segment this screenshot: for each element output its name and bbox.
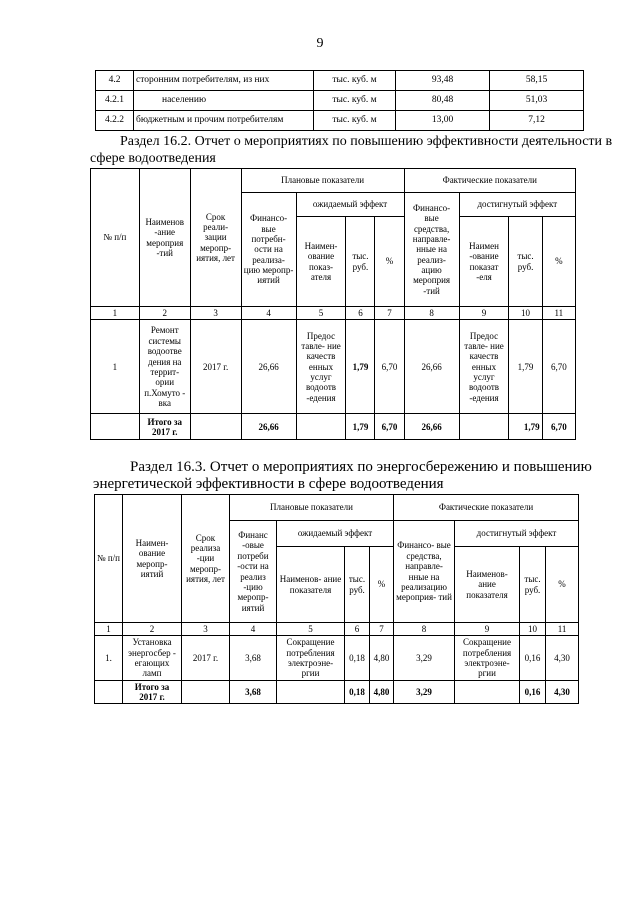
total-act-pct: 6,70 <box>542 414 575 440</box>
row-num: 1. <box>95 636 123 680</box>
row-plan-pct: 6,70 <box>375 320 404 414</box>
section-16-2-table <box>90 168 576 440</box>
table-row <box>96 91 584 111</box>
table-row <box>96 111 584 131</box>
header-thous: тыс. руб. <box>520 547 546 623</box>
total-plan-pct: 4,80 <box>370 680 394 704</box>
header-pct: % <box>375 217 404 307</box>
row-act-pct: 4,30 <box>546 636 579 680</box>
row-act-fin: 3,29 <box>394 636 455 680</box>
row-plan-fin: 26,66 <box>241 320 296 414</box>
header-num: № п/п <box>91 169 140 307</box>
col-number: 8 <box>404 307 459 320</box>
header-planned: Плановые показатели <box>230 495 394 521</box>
row-name: Установка энергосбер - егающих ламп <box>123 636 182 680</box>
row-name: бюджетным и прочим потребителям <box>134 111 314 131</box>
header-ind-name: Наименов- ание показателя <box>455 547 520 623</box>
row-value-1: 80,48 <box>396 91 490 111</box>
header-achieved: достигнутый эффект <box>459 193 575 217</box>
row-unit: тыс. куб. м <box>314 71 396 91</box>
header-plan-fin: Финансо- вые потребн- ости на реализа- цию меропр- иятий <box>241 193 296 307</box>
col-number: 1 <box>95 623 123 636</box>
header-expected: ожидаемый эффект <box>277 521 394 547</box>
section-16-3-table <box>94 494 579 704</box>
header-actual: Фактические показатели <box>404 169 575 193</box>
row-name: населению <box>134 91 314 111</box>
header-term: Срок реали- зации меропр- иятия, лет <box>190 169 241 307</box>
header-ind-name: Наимен- ование показ- ателя <box>296 217 346 307</box>
col-number: 10 <box>509 307 542 320</box>
col-number: 8 <box>394 623 455 636</box>
column-numbers-row <box>91 307 576 320</box>
header-pct: % <box>546 547 579 623</box>
total-act-thous: 1,79 <box>509 414 542 440</box>
header-pct: % <box>542 217 575 307</box>
total-act-fin: 26,66 <box>404 414 459 440</box>
table-row <box>95 636 579 680</box>
section-16-2-title <box>120 134 613 150</box>
header-thous: тыс. руб. <box>346 217 375 307</box>
row-term: 2017 г. <box>190 320 241 414</box>
col-number: 5 <box>277 623 345 636</box>
header-ind-name: Наимен -ование показат -еля <box>459 217 509 307</box>
row-value-2: 58,15 <box>490 71 584 91</box>
row-term: 2017 г. <box>182 636 230 680</box>
table-row <box>96 71 584 91</box>
column-numbers-row <box>95 623 579 636</box>
total-row <box>95 680 579 704</box>
col-number: 5 <box>296 307 346 320</box>
header-expected: ожидаемый эффект <box>296 193 404 217</box>
page-number: 9 <box>316 36 324 51</box>
row-unit: тыс. куб. м <box>314 91 396 111</box>
total-label: Итого за 2017 г. <box>123 680 182 704</box>
row-act-thous: 1,79 <box>509 320 542 414</box>
header-num: № п/п <box>95 495 123 623</box>
col-number: 2 <box>139 307 190 320</box>
row-name: Ремонт системы водоотве дения на террит- ории п.Хомуто - вка <box>139 320 190 414</box>
col-number: 9 <box>455 623 520 636</box>
row-value-1: 13,00 <box>396 111 490 131</box>
row-act-pct: 6,70 <box>542 320 575 414</box>
header-ind-name: Наименов- ание показателя <box>277 547 345 623</box>
col-number: 6 <box>346 307 375 320</box>
header-plan-fin: Финанс -овые потреби -ости на реализ -цию меропр- иятий <box>230 521 277 623</box>
row-name: сторонним потребителям, из них <box>134 71 314 91</box>
header-thous: тыс. руб. <box>345 547 370 623</box>
row-act-ind-name: Предос тавле- ние качеств енных услуг водоотв -едения <box>459 320 509 414</box>
col-number: 9 <box>459 307 509 320</box>
section-title-line: Раздел 16.2. Отчет о мероприятиях по повышению эффективности деятельности в <box>120 134 613 149</box>
row-plan-thous: 1,79 <box>346 320 375 414</box>
total-label: Итого за 2017 г. <box>139 414 190 440</box>
row-number: 4.2 <box>96 71 134 91</box>
header-act-fin: Финансо- вые средства, направле- нные на реализ- ацию мероприя -тий <box>404 193 459 307</box>
col-number: 1 <box>91 307 140 320</box>
row-number: 4.2.2 <box>96 111 134 131</box>
total-plan-pct: 6,70 <box>375 414 404 440</box>
total-plan-thous: 0,18 <box>345 680 370 704</box>
table-row <box>91 320 576 414</box>
col-number: 4 <box>241 307 296 320</box>
col-number: 10 <box>520 623 546 636</box>
row-unit: тыс. куб. м <box>314 111 396 131</box>
row-number: 4.2.1 <box>96 91 134 111</box>
header-name: Наименов -ание мероприя -тий <box>139 169 190 307</box>
col-number: 11 <box>542 307 575 320</box>
col-number: 11 <box>546 623 579 636</box>
row-ind-name: Предос тавле- ние качеств енных услуг водоотв -едения <box>296 320 346 414</box>
col-number: 2 <box>123 623 182 636</box>
row-ind-name: Сокращение потребления электроэне- ргии <box>277 636 345 680</box>
row-plan-thous: 0,18 <box>345 636 370 680</box>
header-achieved: достигнутый эффект <box>455 521 579 547</box>
row-plan-pct: 4,80 <box>370 636 394 680</box>
total-act-thous: 0,16 <box>520 680 546 704</box>
header-pct: % <box>370 547 394 623</box>
header-thous: тыс. руб. <box>509 217 542 307</box>
total-row <box>91 414 576 440</box>
row-act-thous: 0,16 <box>520 636 546 680</box>
top-table <box>95 70 584 131</box>
total-plan-thous: 1,79 <box>346 414 375 440</box>
section-16-3-title-cont: энергетической эффективности в сфере водоотведения <box>93 476 444 492</box>
row-act-fin: 26,66 <box>404 320 459 414</box>
total-plan-fin: 3,68 <box>230 680 277 704</box>
col-number: 3 <box>182 623 230 636</box>
row-plan-fin: 3,68 <box>230 636 277 680</box>
header-planned: Плановые показатели <box>241 169 404 193</box>
section-16-3-title: Раздел 16.3. Отчет о мероприятиях по энергосбережению и повышению <box>130 459 592 475</box>
col-number: 7 <box>375 307 404 320</box>
col-number: 3 <box>190 307 241 320</box>
row-act-ind-name: Сокращение потребления электроэне- ргии <box>455 636 520 680</box>
row-value-1: 93,48 <box>396 71 490 91</box>
col-number: 7 <box>370 623 394 636</box>
section-16-2-title-cont: сфере водоотведения <box>90 151 216 166</box>
col-number: 6 <box>345 623 370 636</box>
row-value-2: 51,03 <box>490 91 584 111</box>
row-num: 1 <box>91 320 140 414</box>
col-number: 4 <box>230 623 277 636</box>
total-act-fin: 3,29 <box>394 680 455 704</box>
header-name: Наимен- ование меропр- иятий <box>123 495 182 623</box>
row-value-2: 7,12 <box>490 111 584 131</box>
total-plan-fin: 26,66 <box>241 414 296 440</box>
header-term: Срок реализа -ции меропр- иятия, лет <box>182 495 230 623</box>
total-act-pct: 4,30 <box>546 680 579 704</box>
header-actual: Фактические показатели <box>394 495 579 521</box>
header-act-fin: Финансо- вые средства, направле- нные на реализацию мероприя- тий <box>394 521 455 623</box>
